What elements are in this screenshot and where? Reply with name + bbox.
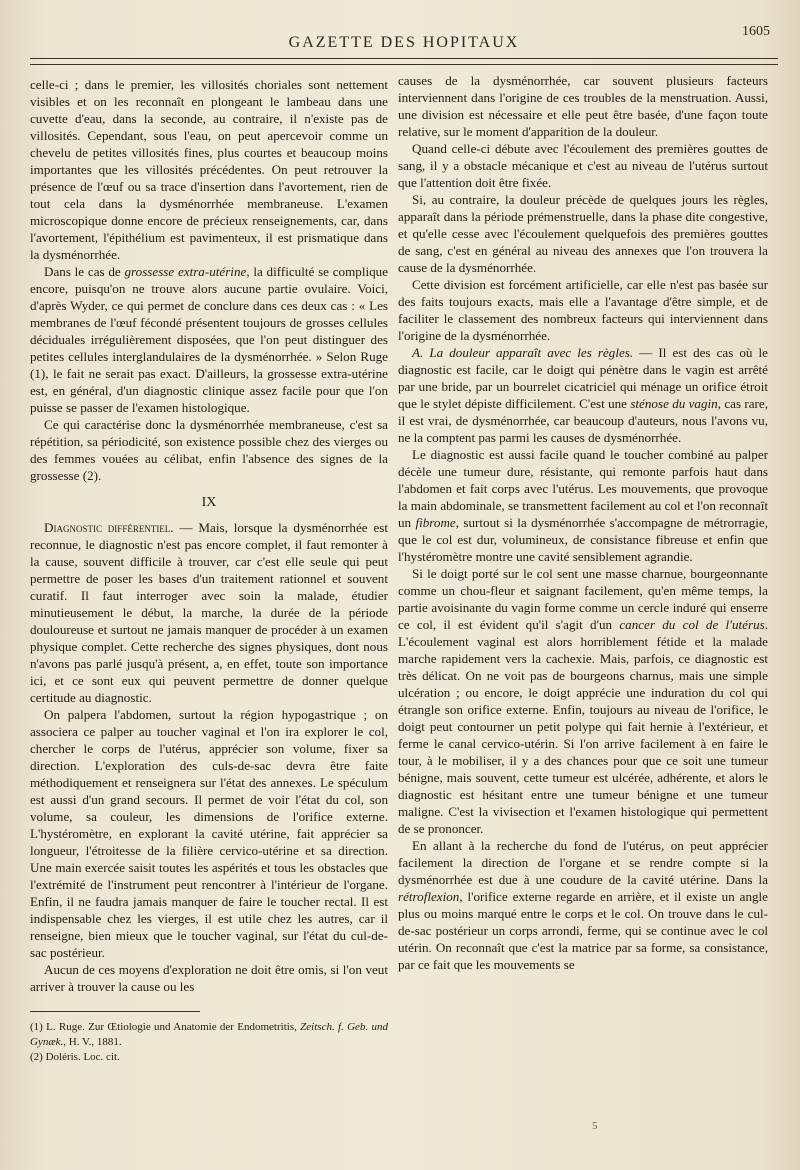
- paragraph: Si, au contraire, la douleur précède de quelques jours les règles, apparaît dans la période prémenstruelle, dans la phase dite congestive, et qu'elle cesse avec l'écoulement quelquefois des premières gouttes de sang, c'est en général au niveau des annexes que l'on trouvera la cause de la dysménorrhée.: [398, 192, 768, 275]
- paragraph: celle-ci ; dans le premier, les villosités choriales sont nettement visibles et on les reconnaît en plongeant le lambeau dans une cuvette d'eau, dans la seconde, au contraire, il n'existe pas de villosités. Cependant, sous l'eau, on peut apercevoir comme un chevelu de petites villosités fines, plus courtes et beaucoup moins importantes que les villosités précédentes. On peut retrouver la présence de l'œuf ou sa trace d'insertion dans l'avortement, rien de tout cela dans la dysménorrhée membraneuse. L'examen microscopique donne encore de précieux renseignements, car, dans l'avortement, l'épithélium est pavimenteux, il est prismatique dans la dysménorrhée.: [30, 77, 388, 262]
- signature-mark: 5: [592, 1120, 598, 1132]
- paragraph: causes de la dysménorrhée, car souvent plusieurs facteurs interviennent dans l'origine de ces troubles de la menstruation. Aussi, une division est nécessaire et elle peut être basée, d'une façon toute relative, sur le moment d'apparition de la douleur.: [398, 73, 768, 139]
- paragraph: Aucun de ces moyens d'exploration ne doit être omis, si l'on veut arriver à trouver la cause ou les: [30, 962, 388, 994]
- paragraph: Cette division est forcément artificielle, car elle n'est pas basée sur des faits toujours exacts, mais elle a l'avantage d'être simple, et de faciliter le classement des nombreux facteurs qui interviennent dans l'origine de la dysménorrhée.: [398, 277, 768, 343]
- paragraph: Dans le cas de grossesse extra-utérine, la difficulté se complique encore, puisqu'on ne trouve alors aucune partie ovulaire. Voici, d'après Wyder, ce qui permet de conclure dans ces deux cas : « Les membranes de l'œuf fécondé présentent toujours de grosses cellules déciduales irrégulièrement disposées, que l'on peut distinguer des petites cellules interglandulaires de la dysménorrhée. » Selon Ruge (1), le fait ne serait pas exact. D'ailleurs, la grossesse extra-utérine est, en général, d'un diagnostic clinique assez facile pour que l'on puisse se passer de l'examen histologique.: [30, 264, 389, 415]
- paragraph: Diagnostic différentiel. — Mais, lorsque la dysménorrhée est reconnue, le diagnostic n'est pas encore complet, il faut remonter à la cause, souvent difficile à trouver, car c'est elle seule qui peut permettre de poser les bases d'un traitement rationnel et souvent curatif. Il faut interroger avec soin la malade, étudier minutieusement le début, la marche, la durée de la période douloureuse et surtout ne jamais manquer de procéder à un examen physique complet. Cette recherche des signes physiques, dont nous n'avons pas parlé jusqu'à présent, a, en effet, toute son importance ici, et ce sont eux qui peuvent permettre de donner quelque certitude au diagnostic.: [30, 520, 389, 705]
- emphasis: grossesse extra-utérine: [124, 264, 247, 279]
- paragraph: On palpera l'abdomen, surtout la région hypogastrique ; on associera ce palper au toucher vaginal et l'on ira explorer le col, chercher le corps de l'utérus, apprécier son volume, fixer sa direction. L'exploration des culs-de-sac devra être faite méthodiquement et renseignera sur l'état des annexes. Le spéculum est aussi d'un grand secours. Il permet de voir l'état du col, son volume, sa couleur, les dimensions de l'orifice externe. L'hystéromètre, en explorant la cavité utérine, fait apprécier sa longueur, l'étroitesse de la filière cervico-utérine et sa direction. Une main exercée saisit toutes les aspérités et tous les obstacles que l'extrémité de l'instrument peut rencontrer à l'intérieur de l'organe. Enfin, il ne faudra jamais manquer de faire le toucher rectal. Il est indispensable chez les vierges, il est utile chez les autres, car il renseigne, bien mieux que le toucher vaginal, sur l'état du cul-de-sac postérieur.: [30, 707, 388, 960]
- paragraph: En allant à la recherche du fond de l'utérus, on peut apprécier facilement la direction de l'organe et se rendre compte si la dysménorrhée est due à une coudure de la cavité utérine. Dans la rétroflexion, l'orifice externe regarde en arrière, et il existe un angle plus ou moins marqué entre le corps et le col. On trouve dans le cul-de-sac postérieur un corps arrondi, ferme, qui se continue avec le col utérin. On reconnaît que c'est la matrice par sa forme, sa consistance, par ce fait que les mouvements se: [398, 838, 768, 972]
- footnote: (2) Doléris. Loc. cit.: [30, 1051, 120, 1063]
- footnote-rule: [30, 1011, 200, 1012]
- paragraph: Quand celle-ci débute avec l'écoulement des premières gouttes de sang, il y a obstacle mécanique et c'est au niveau de l'utérus surtout que l'attention doit être fixée.: [398, 141, 768, 190]
- paragraph: Le diagnostic est aussi facile quand le toucher combiné au palper décèle une tumeur dure, résistante, qui remonte parfois haut dans l'abdomen et fait corps avec l'utérus. Les mouvements, que provoque la main abdominale, se transmettent facilement au col et l'on reconnaît un fibrome, surtout si la dysménorrhée s'accompagne de métrorragie, que le col est dur, volumineux, de consistance fibreuse et enfin que l'hystéromètre montre une cavité sensiblement agrandie.: [398, 447, 768, 564]
- page-number: 1605: [742, 24, 770, 39]
- running-title: GAZETTE DES HOPITAUX: [288, 34, 520, 51]
- left-column: [30, 76, 388, 1065]
- header-rule: [30, 58, 778, 59]
- page-header: [30, 24, 778, 54]
- right-column: [398, 72, 768, 973]
- paragraph: Si le doigt porté sur le col sent une masse charnue, bourgeonnante comme un chou-fleur et saignant facilement, qu'en même temps, la partie avoisinante du vagin forme comme un cercle induré qui enserre ce col, il est évident qu'il s'agit d'un cancer du col de l'utérus. L'écoulement vaginal est alors horriblement fétide et la malade marche rapidement vers la cachexie. Mais, parfois, ce diagnostic est très délicat. On ne voit pas de bourgeons charnus, mais une simple ulcération ; ou encore, le doigt apprécie une induration du col qui étrangle son orifice externe. Enfin, toujours au niveau de l'orifice, le doigt peut contourner un petit polype qui fait hernie à l'extérieur, et ferme le canal cervico-utérin. Si l'on arrive facilement à en faire le tour, à le mobiliser, il y a des chances pour que ce soit une tumeur bénigne, mais souvent, cette tumeur est ulcérée, adhérente, et alors le diagnostic est hésitant entre une tumeur bénigne et une tumeur maligne. C'est la vivisection et l'examen histologique qui permettent de se prononcer.: [398, 566, 769, 836]
- paragraph: A. La douleur apparaît avec les règles. — Il est des cas où le diagnostic est facile, car le doigt qui pénètre dans le vagin est arrêté par une bride, par un bourrelet cicatriciel qui ménage un orifice étroit que le stylet dépiste difficilement. C'est une sténose du vagin, cas rare, il est vrai, de dysménorrhée, car beaucoup d'auteurs, nous l'avons vu, ne la comptent pas parmi les causes de dysménorrhée.: [398, 345, 768, 445]
- header-rule-thin: [30, 64, 778, 65]
- footnote: (1) L. Ruge. Zur Œtiologie und Anatomie der Endometritis, Zeitsch. f. Geb. und Gynæk., H. V., 1881.: [30, 1021, 388, 1048]
- paragraph: Ce qui caractérise donc la dysménorrhée membraneuse, c'est sa répétition, sa périodicité, son existence possible chez des vierges ou des femmes vouées au célibat, enfin l'absence des signes de la grossesse (2).: [30, 417, 388, 483]
- section-heading: IX: [201, 495, 217, 510]
- run-in-heading: Diagnostic différentiel.: [44, 520, 174, 535]
- run-in-heading: A. La douleur apparaît avec les règles.: [412, 345, 634, 360]
